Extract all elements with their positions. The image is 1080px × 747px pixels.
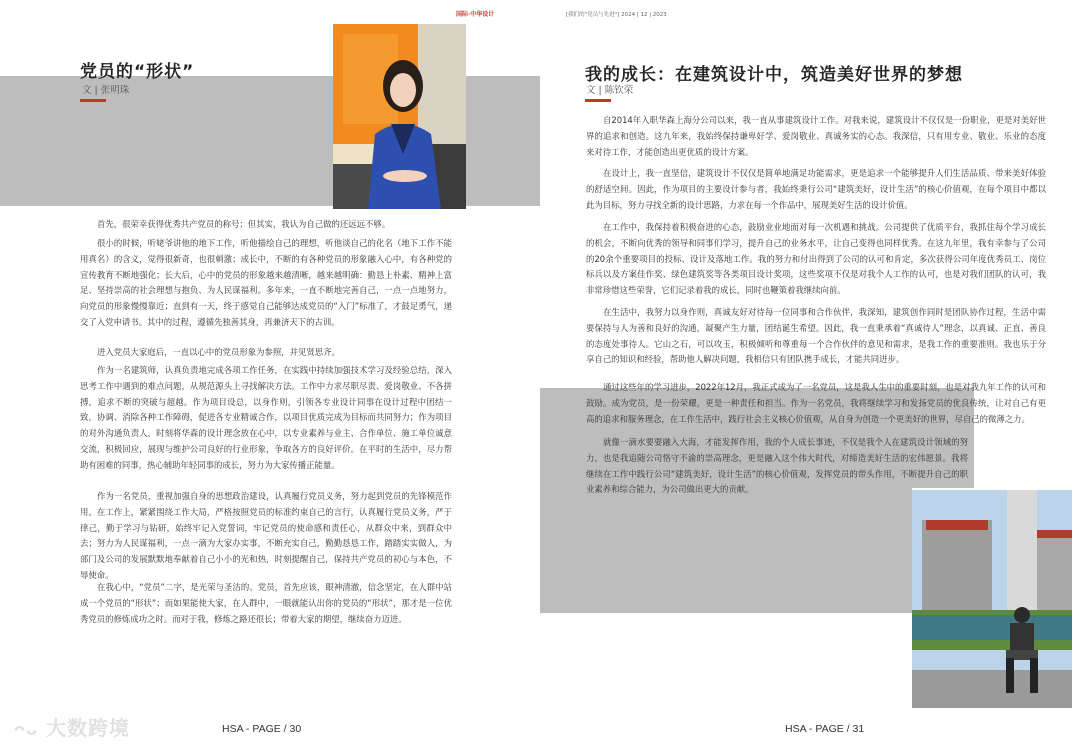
watermark-logo [14, 712, 130, 741]
right-paragraph: 通过这些年的学习进步，2022年12月，我正式成为了一名党员，这是我人生中的重要时刻，也是对我九年工作的认可和鼓励。成为党员，是一份荣耀，更是一种责任和担当。作为一名党员，我将继续学习和发扬党员的优良传统，让对自己有更高的追求和服务理念，在工作生活中，践行社会主义核心价值观，从自身为创造一个更美好的世界，尽自己的微薄之力。 [586, 382, 1046, 424]
right-page-number: HSA - PAGE / 31 [785, 723, 865, 735]
left-paragraph: 在我心中，“党员”二字，是光荣与圣洁的。党员，首先应该，眼神清澈，信念坚定，在人群中站成一个党员的“形状”；而如果能使大家，在人群中，一眼就能认出你的党员的“形状”，那才是一位优秀党员的修炼成功之时。而对于我，修炼之路还很长；带着大家的期望，继续奋力迈进。 [80, 582, 452, 624]
right-paragraph: 在生活中，我努力以身作则，真诚友好对待每一位同事和合作伙伴，我深知，建筑创作同时是团队协作过程，生活中需要保持与人为善和良好的沟通，凝聚产生力量，团结诞生希望。因此，我一直秉承着“真诚待人”理念，以真诚、正直、善良的态度处事待人。它山之石，可以攻玉，积极倾听和尊重每一个合作伙伴的意见和需求，是我工作的重要准则。我也乐于分享自己的知识和经验，帮助他人解决问题，我相信只有团队携手成长，才能共同进步。 [586, 307, 1046, 365]
left-page-author: 文 | 张明珠 [82, 85, 130, 96]
right-paragraph: 在工作中，我保持着积极奋进的心态，鼓励业业地面对每一次机遇和挑战。公司提供了优质平台，我抓住每个学习成长的机会，不断向优秀的领导和同事们学习，提升自己的业务水平，让自己变得也同样优秀。在这九年里，我有幸参与了公司的20余个重要项目的投标、设计及落地工作。我的努力和付出得到了公司的认可和肯定，多次获得公司年度优秀员工、岗位标兵以及方案佳作奖、绿色建筑奖等各类项目设计奖项，这些奖项不仅是对我个人工作的认可，也是对我们团队的认可，我非常珍惜这些荣誉，它们记录着我的成长，同时也鞭策着我继续向前。 [586, 222, 1046, 296]
title-accent-bar [585, 99, 611, 102]
header-logo: 国际·中华设计 [456, 11, 495, 18]
watermark-icon: ᴖᴗ [14, 720, 38, 739]
portrait-photo [333, 24, 466, 209]
right-paragraph: 就像一滴水要要融入大海，才能发挥作用，我的个人成长事迹，不仅是我个人在建筑设计领域的努力，也是我追随公司恪守不渝的崇高理念，更是融入这个伟大时代，对缔造美好生活的宏伟愿景。我将继续在工作中践行公司“建筑美好，设计生活”的核心价值观，发挥党员的带头作用，不断提升自己的职业素养和综合能力，为公司做出更大的贡献。 [586, 437, 968, 495]
left-paragraph: 进入党员大家庭后，一直以心中的党员形象为参照，并见贤思齐。 [97, 347, 340, 357]
right-page-title: 我的成长：在建筑设计中，筑造美好世界的梦想 [585, 65, 963, 85]
right-page-author: 文 | 陈钦荣 [586, 85, 634, 96]
building-photo [912, 490, 1072, 708]
left-page-number: HSA - PAGE / 30 [222, 723, 302, 735]
header-running-title: [我们的"党员与先进"] 2024 | 12 | 2023 [566, 12, 667, 18]
watermark-text: 大数跨境 [45, 716, 130, 740]
left-paragraph: 首先，很荣幸获得优秀共产党员的称号；但其实，我认为自己做的还远远不够。 [97, 219, 391, 229]
left-page-title: 党员的“形状” [80, 62, 195, 82]
title-accent-bar [80, 99, 106, 102]
left-paragraph: 很小的时候，听姥爷讲他的地下工作，听他描绘自己的理想，听他谈自己的化名（地下工作不能用真名）的含义，觉得很新奇，也很刺激；成长中，不断的有各种党员的形象融入心中，有各种党的宣传教育不断地强化；长大后，心中的党员的形象越来越清晰，越来越明确：勤恳上朴素、精神上富足、坚持崇高的社会理想与抱负、为人民谋福利。多年来，一直不断地完善自己，一点一点地努力，向党员的形象慢慢靠近；直到有一天，终于感觉自己能够达成党员的“入门”标准了，才鼓足勇气，递交了入党申请书。其中的过程，遵循先独善其身，再兼济天下的古训。 [80, 238, 452, 327]
left-paragraph: 作为一名党员，重视加强自身的思想政治建设，认真履行党员义务，努力起到党员的先锋模范作用。在工作上，紧紧围绕工作大局，严格按照党员的标准约束自己的言行，认真履行党员义务，严于律己，勤于学习与钻研，始终牢记入党誓词，牢记党员的使命感和责任心，从群众中来，到群众中去；努力为人民谋福利，一点一滴为大家办实事，不断充实自己，勤勤恳恳工作，踏踏实实做人，为部门及公司的发展默默地奉献着自己小小的光和热，时刻提醒自己，保持共产党员的初心与本色，不辱使命。 [80, 491, 452, 580]
left-paragraph: 作为一名建筑师，认真负责地完成各项工作任务，在实践中持续加强技术学习及经验总结，深入思考工作中遇到的难点问题，从规范源头上寻找解决方法。工作中力求尽职尽责、爱岗敬业、不各拼搏，追求不断的突破与超越。作为项目设总，以身作则，引领各专业设计同事在设计过程中团结一致，协调、消除各种工作障碍，促进各专业精诚合作，以项目优质完成为目标而共同努力；作为项目的对外沟通负责人，时刻将华森的设计理念放在心中，以专业素养与业主、合作单位、施工单位诚意交流，积极回应，展现与维护公司良好的行业形象，争取各方的良好评价。在平时的生活中，尽力帮助有困难的同事，热心辅助年轻同事的成长，努力为大家传播正能量。 [80, 365, 452, 470]
right-paragraph: 在设计上，我一直坚信，建筑设计不仅仅是简单地满足功能需求，更是追求一个能够提升人们生活品质、带来美好体验的舒适空间。因此，作为项目的主要设计参与者，我始终秉行公司“建筑美好，设计生活”的核心价值观，在每个项目中都以此为目标，努力寻找全新的设计思路，力求在每一个作品中，展现美好生活的设计价值。 [586, 168, 1046, 210]
right-paragraph: 自2014年入职华森上海分公司以来，我一直从事建筑设计工作。对我来说，建筑设计不仅仅是一份职业，更是对美好世界的追求和创造。这九年来，我始终保持谦卑好学、爱岗敬业、真诚务实的心态。我深信，只有用专业、敬业、乐业的态度来对待工作，才能创造出更优质的设计方案。 [586, 115, 1046, 157]
